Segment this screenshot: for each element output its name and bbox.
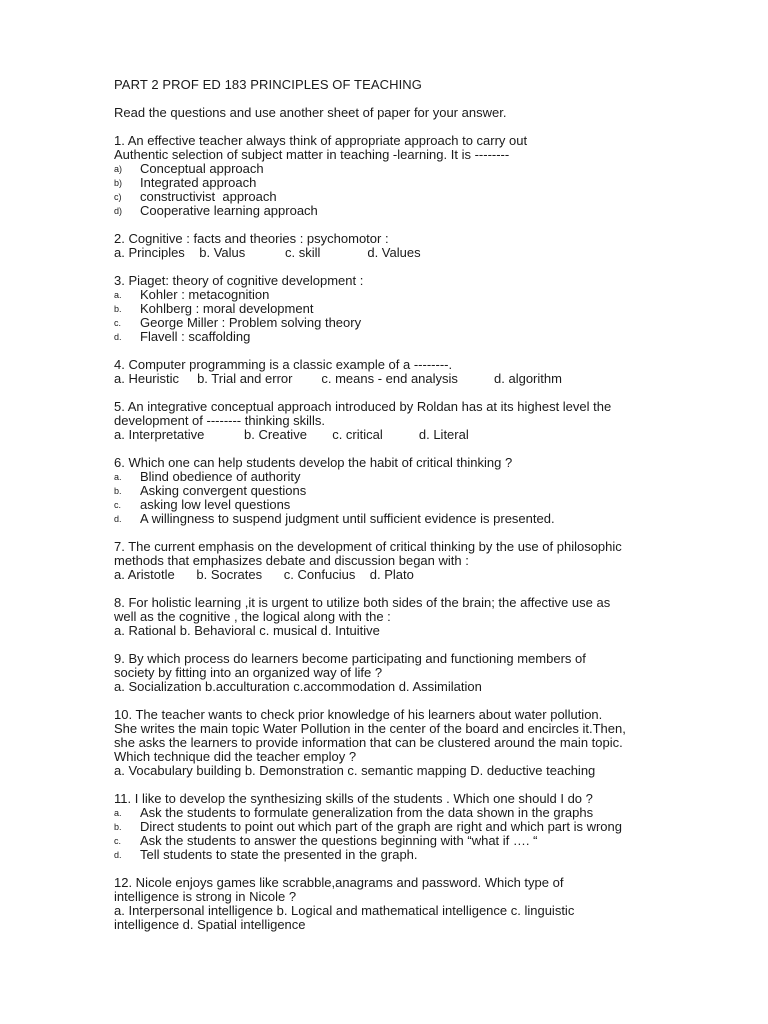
question-text: 2. Cognitive : facts and theories : psychomotor : [114, 231, 389, 246]
question-text: 7. The current emphasis on the development of critical thinking by the use of philosophic methods that emphasizes debate and discussion began with : [114, 539, 622, 568]
inline-options: a. Interpretative b. Creative c. critical d. Literal [114, 427, 469, 442]
option-list [114, 806, 754, 862]
question-text: 9. By which process do learners become participating and functioning members of society by fitting into an organized way of life ? [114, 651, 586, 680]
option-item [114, 834, 754, 848]
option-list [114, 470, 754, 526]
question-9 [114, 652, 754, 694]
question-text: 5. An integrative conceptual approach introduced by Roldan has at its highest level the development of -------- thinking skills. [114, 399, 612, 428]
option-item [114, 498, 754, 512]
option-letter: c. [114, 836, 122, 846]
option-letter: c. [114, 500, 122, 510]
option-letter: c) [114, 192, 122, 202]
option-text: A willingness to suspend judgment until sufficient evidence is presented. [140, 511, 555, 526]
option-letter: d. [114, 850, 122, 860]
question-text: 8. For holistic learning ,it is urgent to utilize both sides of the brain; the affective use as well as the cognitive , the logical along with the : [114, 595, 611, 624]
option-item [114, 288, 754, 302]
inline-options: a. Socialization b.acculturation c.accommodation d. Assimilation [114, 679, 482, 694]
option-item [114, 484, 754, 498]
question-12 [114, 876, 754, 932]
question-text: 1. An effective teacher always think of appropriate approach to carry out Authentic selection of subject matter in teaching -learning. It is -------- [114, 133, 528, 162]
question-text: 10. The teacher wants to check prior knowledge of his learners about water pollution. She writes the main topic Water Pollution in the center of the board and encircles it.Then, she asks the learners to provide information that can be clustered around the main topic. Which technique did the teacher employ ? [114, 707, 626, 764]
question-text: 11. I like to develop the synthesizing skills of the students . Which one should I do ? [114, 791, 593, 806]
inline-options: a. Aristotle b. Socrates c. Confucius d. Plato [114, 567, 414, 582]
inline-options: a. Vocabulary building b. Demonstration c. semantic mapping D. deductive teaching [114, 763, 596, 778]
option-letter: b) [114, 178, 123, 188]
option-letter: b. [114, 486, 122, 496]
option-text: constructivist approach [140, 189, 277, 204]
inline-options: a. Heuristic b. Trial and error c. means - end analysis d. algorithm [114, 371, 562, 386]
question-4 [114, 358, 754, 386]
question-1 [114, 134, 754, 218]
option-text: George Miller : Problem solving theory [140, 315, 362, 330]
question-11 [114, 792, 754, 862]
option-item [114, 162, 754, 176]
option-letter: a) [114, 164, 123, 174]
option-item [114, 330, 754, 344]
inline-options: a. Interpersonal intelligence b. Logical and mathematical intelligence c. linguistic intelligence d. Spatial intelligence [114, 903, 575, 932]
option-item [114, 316, 754, 330]
option-text: asking low level questions [140, 497, 291, 512]
option-letter: a. [114, 808, 122, 818]
option-text: Flavell : scaffolding [140, 329, 251, 344]
inline-options: a. Rational b. Behavioral c. musical d. Intuitive [114, 623, 380, 638]
option-list [114, 162, 754, 218]
document-title: PART 2 PROF ED 183 PRINCIPLES OF TEACHING [114, 77, 422, 92]
option-text: Tell students to state the presented in the graph. [140, 847, 418, 862]
option-item [114, 512, 754, 526]
option-text: Asking convergent questions [140, 483, 307, 498]
question-3 [114, 274, 754, 344]
option-item [114, 190, 754, 204]
option-text: Cooperative learning approach [140, 203, 318, 218]
option-item [114, 820, 754, 834]
option-letter: b. [114, 822, 122, 832]
instructions: Read the questions and use another sheet of paper for your answer. [114, 105, 507, 120]
question-7 [114, 540, 754, 582]
option-text: Conceptual approach [140, 161, 264, 176]
option-item [114, 204, 754, 218]
question-8 [114, 596, 754, 638]
option-text: Blind obedience of authority [140, 469, 301, 484]
question-text: 4. Computer programming is a classic example of a --------. [114, 357, 453, 372]
document-page [114, 78, 754, 932]
option-letter: d. [114, 332, 122, 342]
option-letter: a. [114, 472, 122, 482]
option-letter: d) [114, 206, 123, 216]
question-text: 12. Nicole enjoys games like scrabble,anagrams and password. Which type of intelligence is strong in Nicole ? [114, 875, 564, 904]
option-text: Ask the students to answer the questions beginning with “what if …. “ [140, 833, 538, 848]
question-10 [114, 708, 754, 778]
option-list [114, 288, 754, 344]
option-text: Kohler : metacognition [140, 287, 270, 302]
question-5 [114, 400, 754, 442]
option-letter: b. [114, 304, 122, 314]
option-item [114, 806, 754, 820]
option-text: Kohlberg : moral development [140, 301, 314, 316]
option-item [114, 302, 754, 316]
option-text: Direct students to point out which part of the graph are right and which part is wrong [140, 819, 622, 834]
question-text: 6. Which one can help students develop the habit of critical thinking ? [114, 455, 513, 470]
question-2 [114, 232, 754, 260]
option-item [114, 470, 754, 484]
option-text: Integrated approach [140, 175, 257, 190]
inline-options: a. Principles b. Valus c. skill d. Values [114, 245, 421, 260]
option-letter: a. [114, 290, 122, 300]
option-item [114, 848, 754, 862]
option-letter: c. [114, 318, 122, 328]
option-item [114, 176, 754, 190]
option-text: Ask the students to formulate generalization from the data shown in the graphs [140, 805, 594, 820]
question-6 [114, 456, 754, 526]
question-text: 3. Piaget: theory of cognitive development : [114, 273, 364, 288]
option-letter: d. [114, 514, 122, 524]
